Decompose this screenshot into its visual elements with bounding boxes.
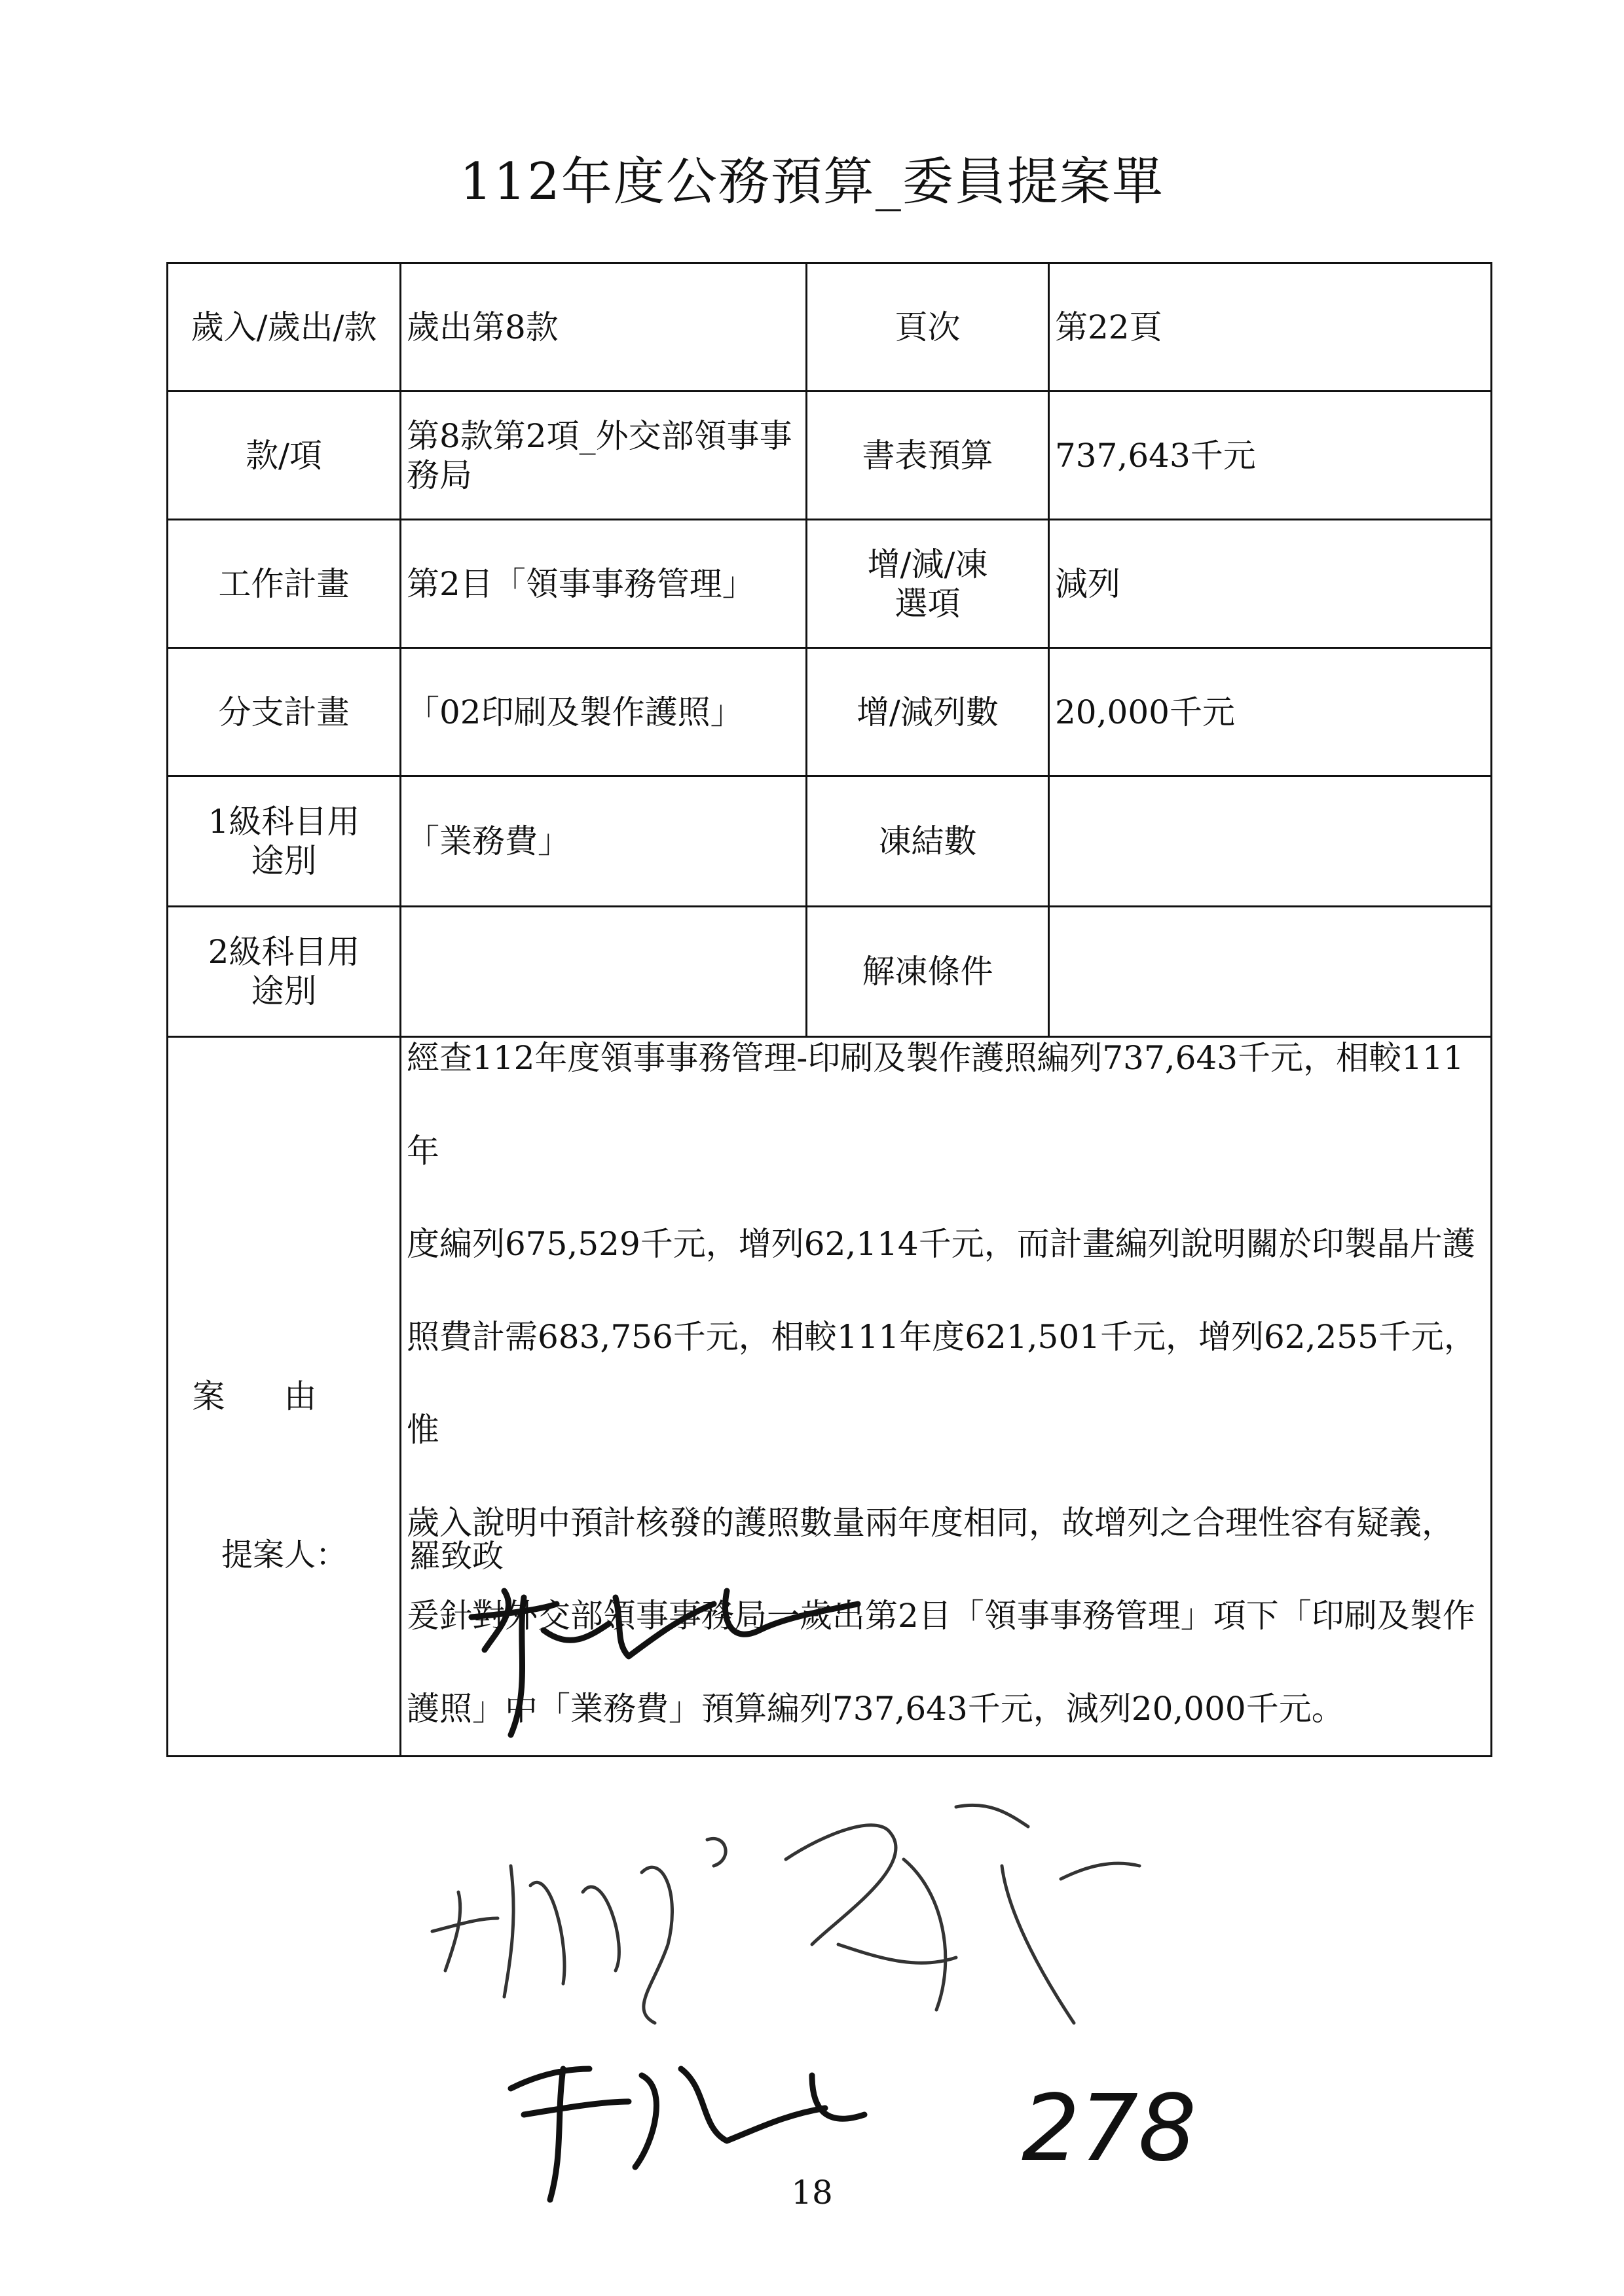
row-value: 第22頁 [1049, 263, 1492, 392]
form-row [168, 776, 1492, 907]
reason-line: 爰針對外交部領事事務局一歲出第2目「領事事務管理」項下「印刷及製作 [407, 1597, 1475, 1635]
row-label: 頁次 [807, 263, 1049, 392]
row-value: 歲出第8款 [401, 263, 807, 392]
form-row [168, 392, 1492, 520]
proposer-name: 羅致政 [409, 1538, 504, 1575]
row-value: 第8款第2項_外交部領事事務局 [401, 392, 807, 520]
row-label: 款/項 [168, 392, 401, 520]
row-label: 增/減列數 [807, 648, 1049, 776]
reason-line: 度編列675,529千元，增列62,114千元，而計畫編列說明關於印製晶片護 [407, 1225, 1475, 1263]
row-value: 「02印刷及製作護照」 [401, 648, 807, 776]
row-label: 2級科目用途別 [168, 907, 401, 1037]
reason-line: 經查112年度領事事務管理-印刷及製作護照編列737,643千元，相較111年 [407, 1039, 1464, 1170]
row-value: 「業務費」 [401, 776, 807, 907]
proposer-label: 提案人： [221, 1537, 348, 1573]
handwritten-signatures [419, 1552, 1336, 2206]
row-label: 分支計畫 [168, 648, 401, 776]
row-value [1049, 776, 1492, 907]
handwritten-number: 278 [1022, 2075, 1197, 2182]
page-title: 112年度公務預算_委員提案單 [460, 153, 1164, 211]
page-number: 18 [791, 2174, 833, 2212]
row-value: 20,000千元 [1049, 648, 1492, 776]
row-label: 解凍條件 [807, 907, 1049, 1037]
row-value: 第2目「領事事務管理」 [401, 520, 807, 648]
reason-label: 案由 [168, 1037, 401, 1757]
row-label: 1級科目用途別 [168, 776, 401, 907]
reason-line: 護照」中「業務費」預算編列737,643千元，減列20,000千元。 [407, 1690, 1344, 1728]
proposal-form-table [166, 262, 1492, 1757]
row-label: 增/減/凍選項 [807, 520, 1049, 648]
row-label: 凍結數 [807, 776, 1049, 907]
row-value: 737,643千元 [1049, 392, 1492, 520]
row-value: 減列 [1049, 520, 1492, 648]
row-label: 書表預算 [807, 392, 1049, 520]
form-row [168, 648, 1492, 776]
reason-line: 歲入說明中預計核發的護照數量兩年度相同，故增列之合理性容有疑義， [407, 1504, 1454, 1542]
reason-line: 照費計需683,756千元，相較111年度621,501千元，增列62,255千元，惟 [407, 1318, 1477, 1449]
row-label: 歲入/歲出/款 [168, 263, 401, 392]
row-label: 工作計畫 [168, 520, 401, 648]
form-row [168, 520, 1492, 648]
form-row [168, 263, 1492, 392]
